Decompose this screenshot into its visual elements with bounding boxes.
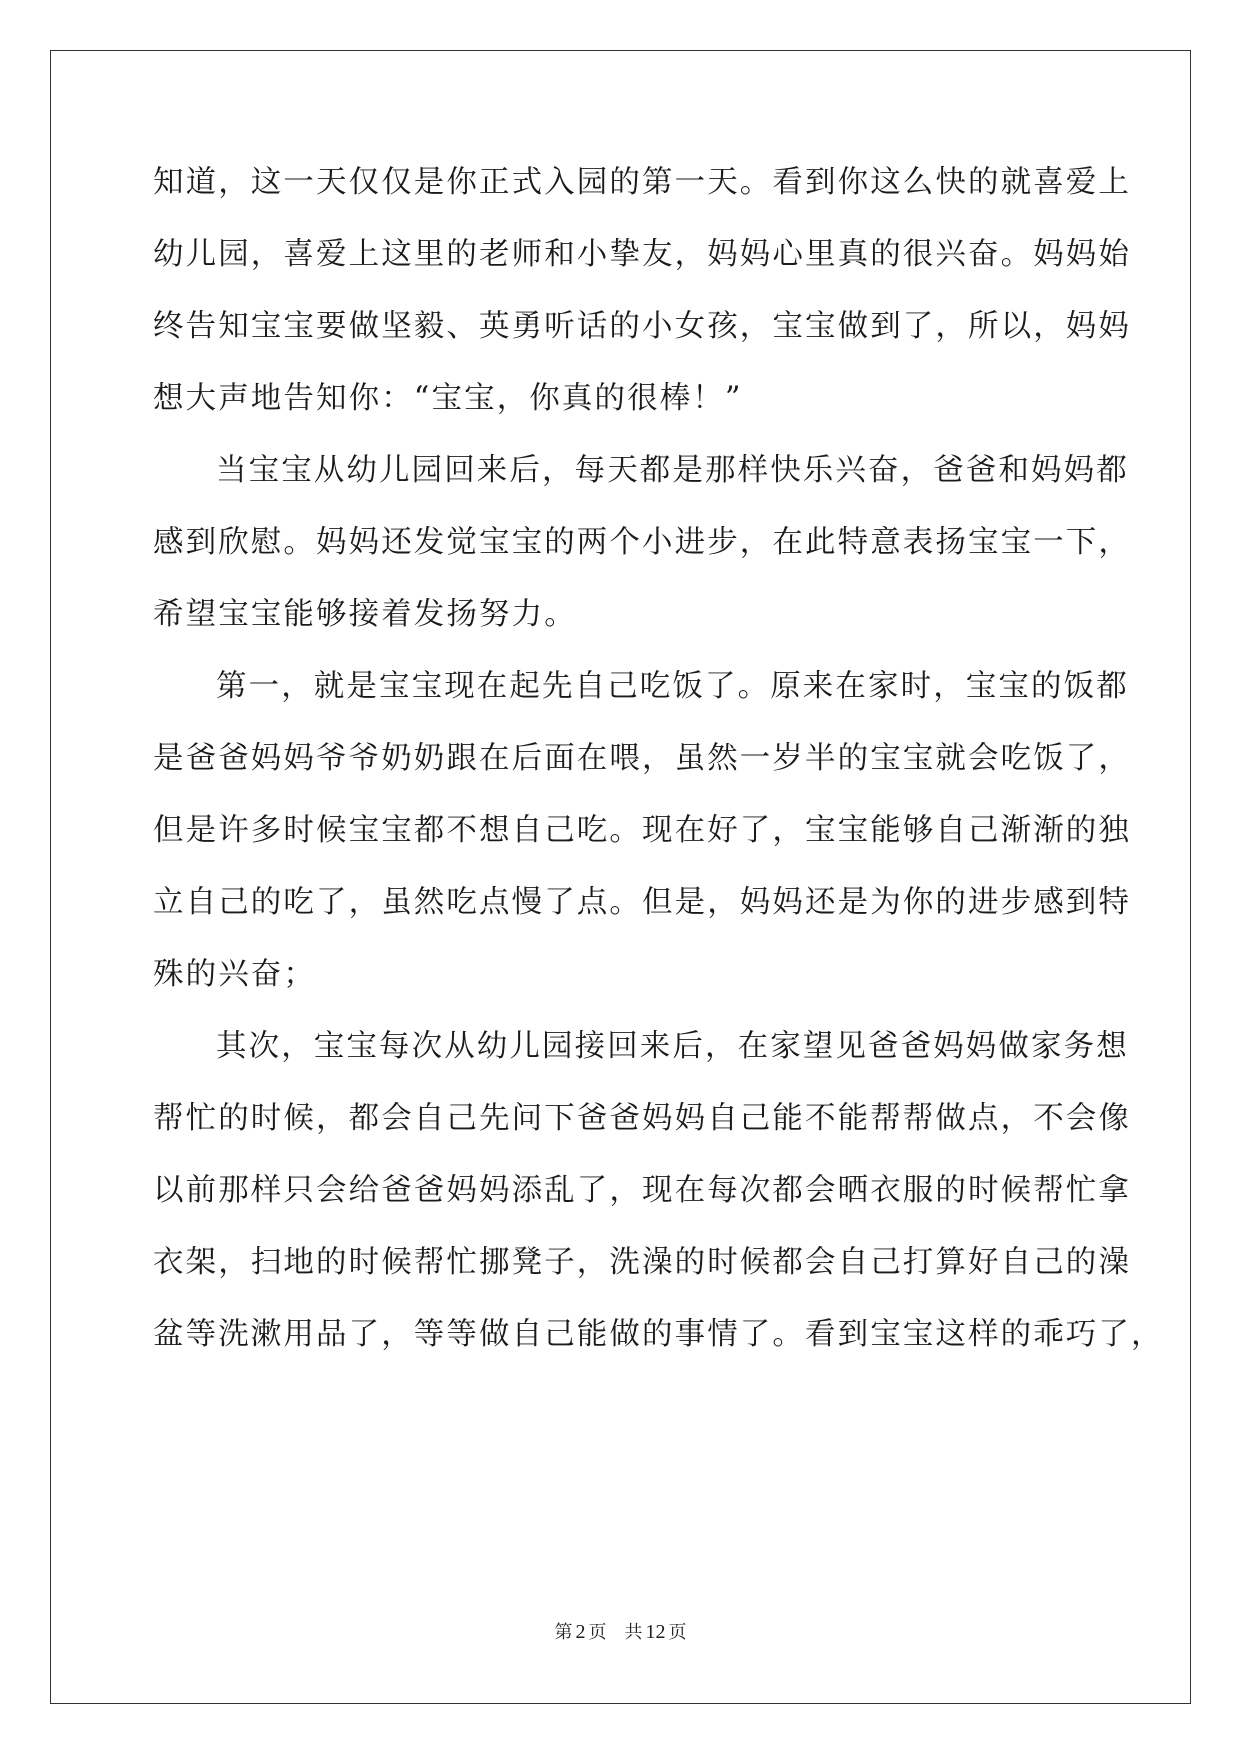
text-line: 立自己的吃了，虽然吃点慢了点。但是，妈妈还是为你的进步感到特 bbox=[153, 885, 1131, 920]
text-line: 帮忙的时候，都会自己先问下爸爸妈妈自己能不能帮帮做点，不会像 bbox=[153, 1101, 1131, 1136]
text-line: 终告知宝宝要做坚毅、英勇听话的小女孩，宝宝做到了，所以，妈妈 bbox=[153, 309, 1131, 344]
paragraph-start-line: 当宝宝从幼儿园回来后，每天都是那样快乐兴奋，爸爸和妈妈都 bbox=[216, 453, 1129, 488]
total-page-count: 12 bbox=[645, 1621, 666, 1643]
text-line: 幼儿园，喜爱上这里的老师和小挚友，妈妈心里真的很兴奋。妈妈始 bbox=[153, 237, 1131, 272]
paragraph-start-line: 第一，就是宝宝现在起先自己吃饭了。原来在家时，宝宝的饭都 bbox=[216, 669, 1129, 704]
page-footer bbox=[0, 1620, 1241, 1644]
total-pages-prefix: 共 bbox=[624, 1622, 643, 1642]
text-line: 知道，这一天仅仅是你正式入园的第一天。看到你这么快的就喜爱上 bbox=[153, 165, 1131, 200]
text-line: 衣架，扫地的时候帮忙挪凳子，洗澡的时候都会自己打算好自己的澡 bbox=[153, 1245, 1131, 1280]
text-line: 以前那样只会给爸爸妈妈添乱了，现在每次都会晒衣服的时候帮忙拿 bbox=[153, 1173, 1131, 1208]
text-line: 感到欣慰。妈妈还发觉宝宝的两个小进步，在此特意表扬宝宝一下， bbox=[153, 525, 1131, 560]
text-line: 但是许多时候宝宝都不想自己吃。现在好了，宝宝能够自己渐渐的独 bbox=[153, 813, 1131, 848]
text-line: 盆等洗漱用品了，等等做自己能做的事情了。看到宝宝这样的乖巧了， bbox=[153, 1317, 1164, 1352]
text-line: 殊的兴奋； bbox=[153, 957, 316, 992]
page-border bbox=[50, 50, 1191, 1704]
page-number-prefix: 第 bbox=[554, 1622, 573, 1642]
page-number-suffix: 页 bbox=[588, 1622, 607, 1642]
text-line: 是爸爸妈妈爷爷奶奶跟在后面在喂，虽然一岁半的宝宝就会吃饭了， bbox=[153, 741, 1131, 776]
text-line: 希望宝宝能够接着发扬努力。 bbox=[153, 597, 577, 632]
total-pages-suffix: 页 bbox=[668, 1622, 687, 1642]
text-line: 想大声地告知你：“宝宝，你真的很棒！” bbox=[153, 381, 743, 416]
paragraph-start-line: 其次，宝宝每次从幼儿园接回来后，在家望见爸爸妈妈做家务想 bbox=[216, 1029, 1129, 1064]
current-page-number: 2 bbox=[575, 1621, 586, 1643]
